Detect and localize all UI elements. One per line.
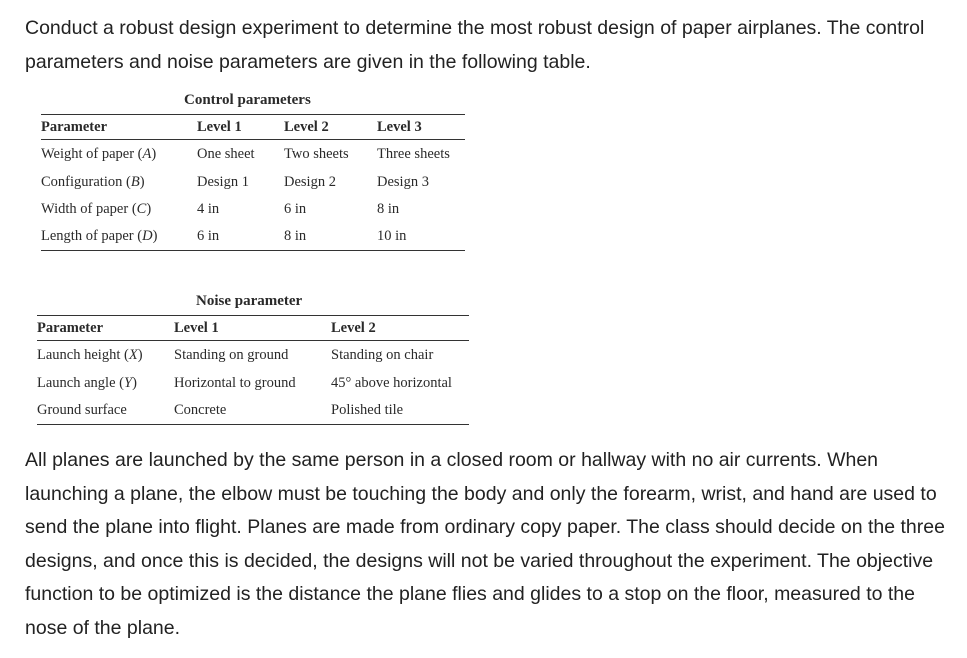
level-cell: Design 2 [284,174,336,190]
level-cell: Concrete [174,397,331,425]
level-cell: Standing on ground [174,347,289,363]
parameter-symbol: B [130,174,140,190]
table-row [41,169,465,196]
column-header: Parameter [37,316,174,341]
noise-table-title: Noise parameter [196,293,303,309]
level-cell: 4 in [197,201,220,217]
noise-parameter-table-block [37,293,469,428]
control-parameters-table [41,114,465,251]
column-header: Level 2 [331,316,469,341]
parameter-name: Launch height [37,347,121,363]
table-row [41,223,465,251]
table-row [37,370,469,397]
parameter-cell: Ground surface [37,397,174,425]
level-cell: 45° above horizontal [331,375,452,391]
table-row [37,397,469,425]
level-cell: Design 1 [197,174,249,190]
parameter-name: Weight of paper [41,146,135,162]
parameter-name: Launch angle [37,375,116,391]
level-cell: Design 3 [377,174,429,190]
parameter-symbol: A [142,146,152,162]
level-cell: Two sheets [284,146,349,162]
level-cell: 6 in [197,223,284,251]
level-cell: Standing on chair [331,347,434,363]
intro-paragraph: Conduct a robust design experiment to determine the most robust design of paper airplanes. The control parameters and noise parameters are given in the following table. [25,17,925,73]
noise-parameter-table [37,315,469,425]
level-cell: 6 in [284,201,307,217]
parameter-symbol: X [128,347,138,363]
parameter-cell: Width of paper (C) [41,201,152,217]
level-cell: 8 in [377,201,400,217]
parameter-symbol: D [142,228,153,244]
level-cell: 8 in [284,223,377,251]
parameter-cell: Launch height (X) [37,347,143,363]
table-row [37,341,469,371]
parameter-cell: Weight of paper (A) [41,146,157,162]
parameter-symbol: Y [123,375,133,391]
parameter-name: Configuration [41,174,123,190]
table-header-row [37,316,469,341]
control-parameters-table-block [41,92,465,257]
parameter-cell: Launch angle (Y) [37,375,137,391]
level-cell: Polished tile [331,397,469,425]
table-row [41,196,465,223]
level-cell: 10 in [377,223,465,251]
column-header: Level 2 [284,115,377,140]
parameter-name: Width of paper [41,201,129,217]
column-header: Level 1 [174,316,331,341]
table-row [41,140,465,170]
parameter-cell: Length of paper (D) [41,223,197,251]
table-header-row [41,115,465,140]
level-cell: One sheet [197,146,255,162]
parameter-cell: Configuration (B) [41,174,145,190]
level-cell: Three sheets [377,146,450,162]
instructions-paragraph: All planes are launched by the same person in a closed room or hallway with no air currents. When launching a plane, the elbow must be touching the body and only the forearm, wrist, and hand are used to send the plane into flight. Planes are made from ordinary copy paper. The class should decide on the three designs, and once this is decided, the designs will not be varied throughout the experiment. The objective function to be optimized is the distance the plane flies and glides to a stop on the floor, measured to the nose of the plane. [25,449,945,639]
column-header: Parameter [41,115,197,140]
control-table-title: Control parameters [184,92,311,108]
parameter-name: Length of paper [41,228,134,244]
level-cell: Horizontal to ground [174,375,296,391]
column-header: Level 3 [377,115,465,140]
parameter-symbol: C [136,201,147,217]
column-header: Level 1 [197,115,284,140]
